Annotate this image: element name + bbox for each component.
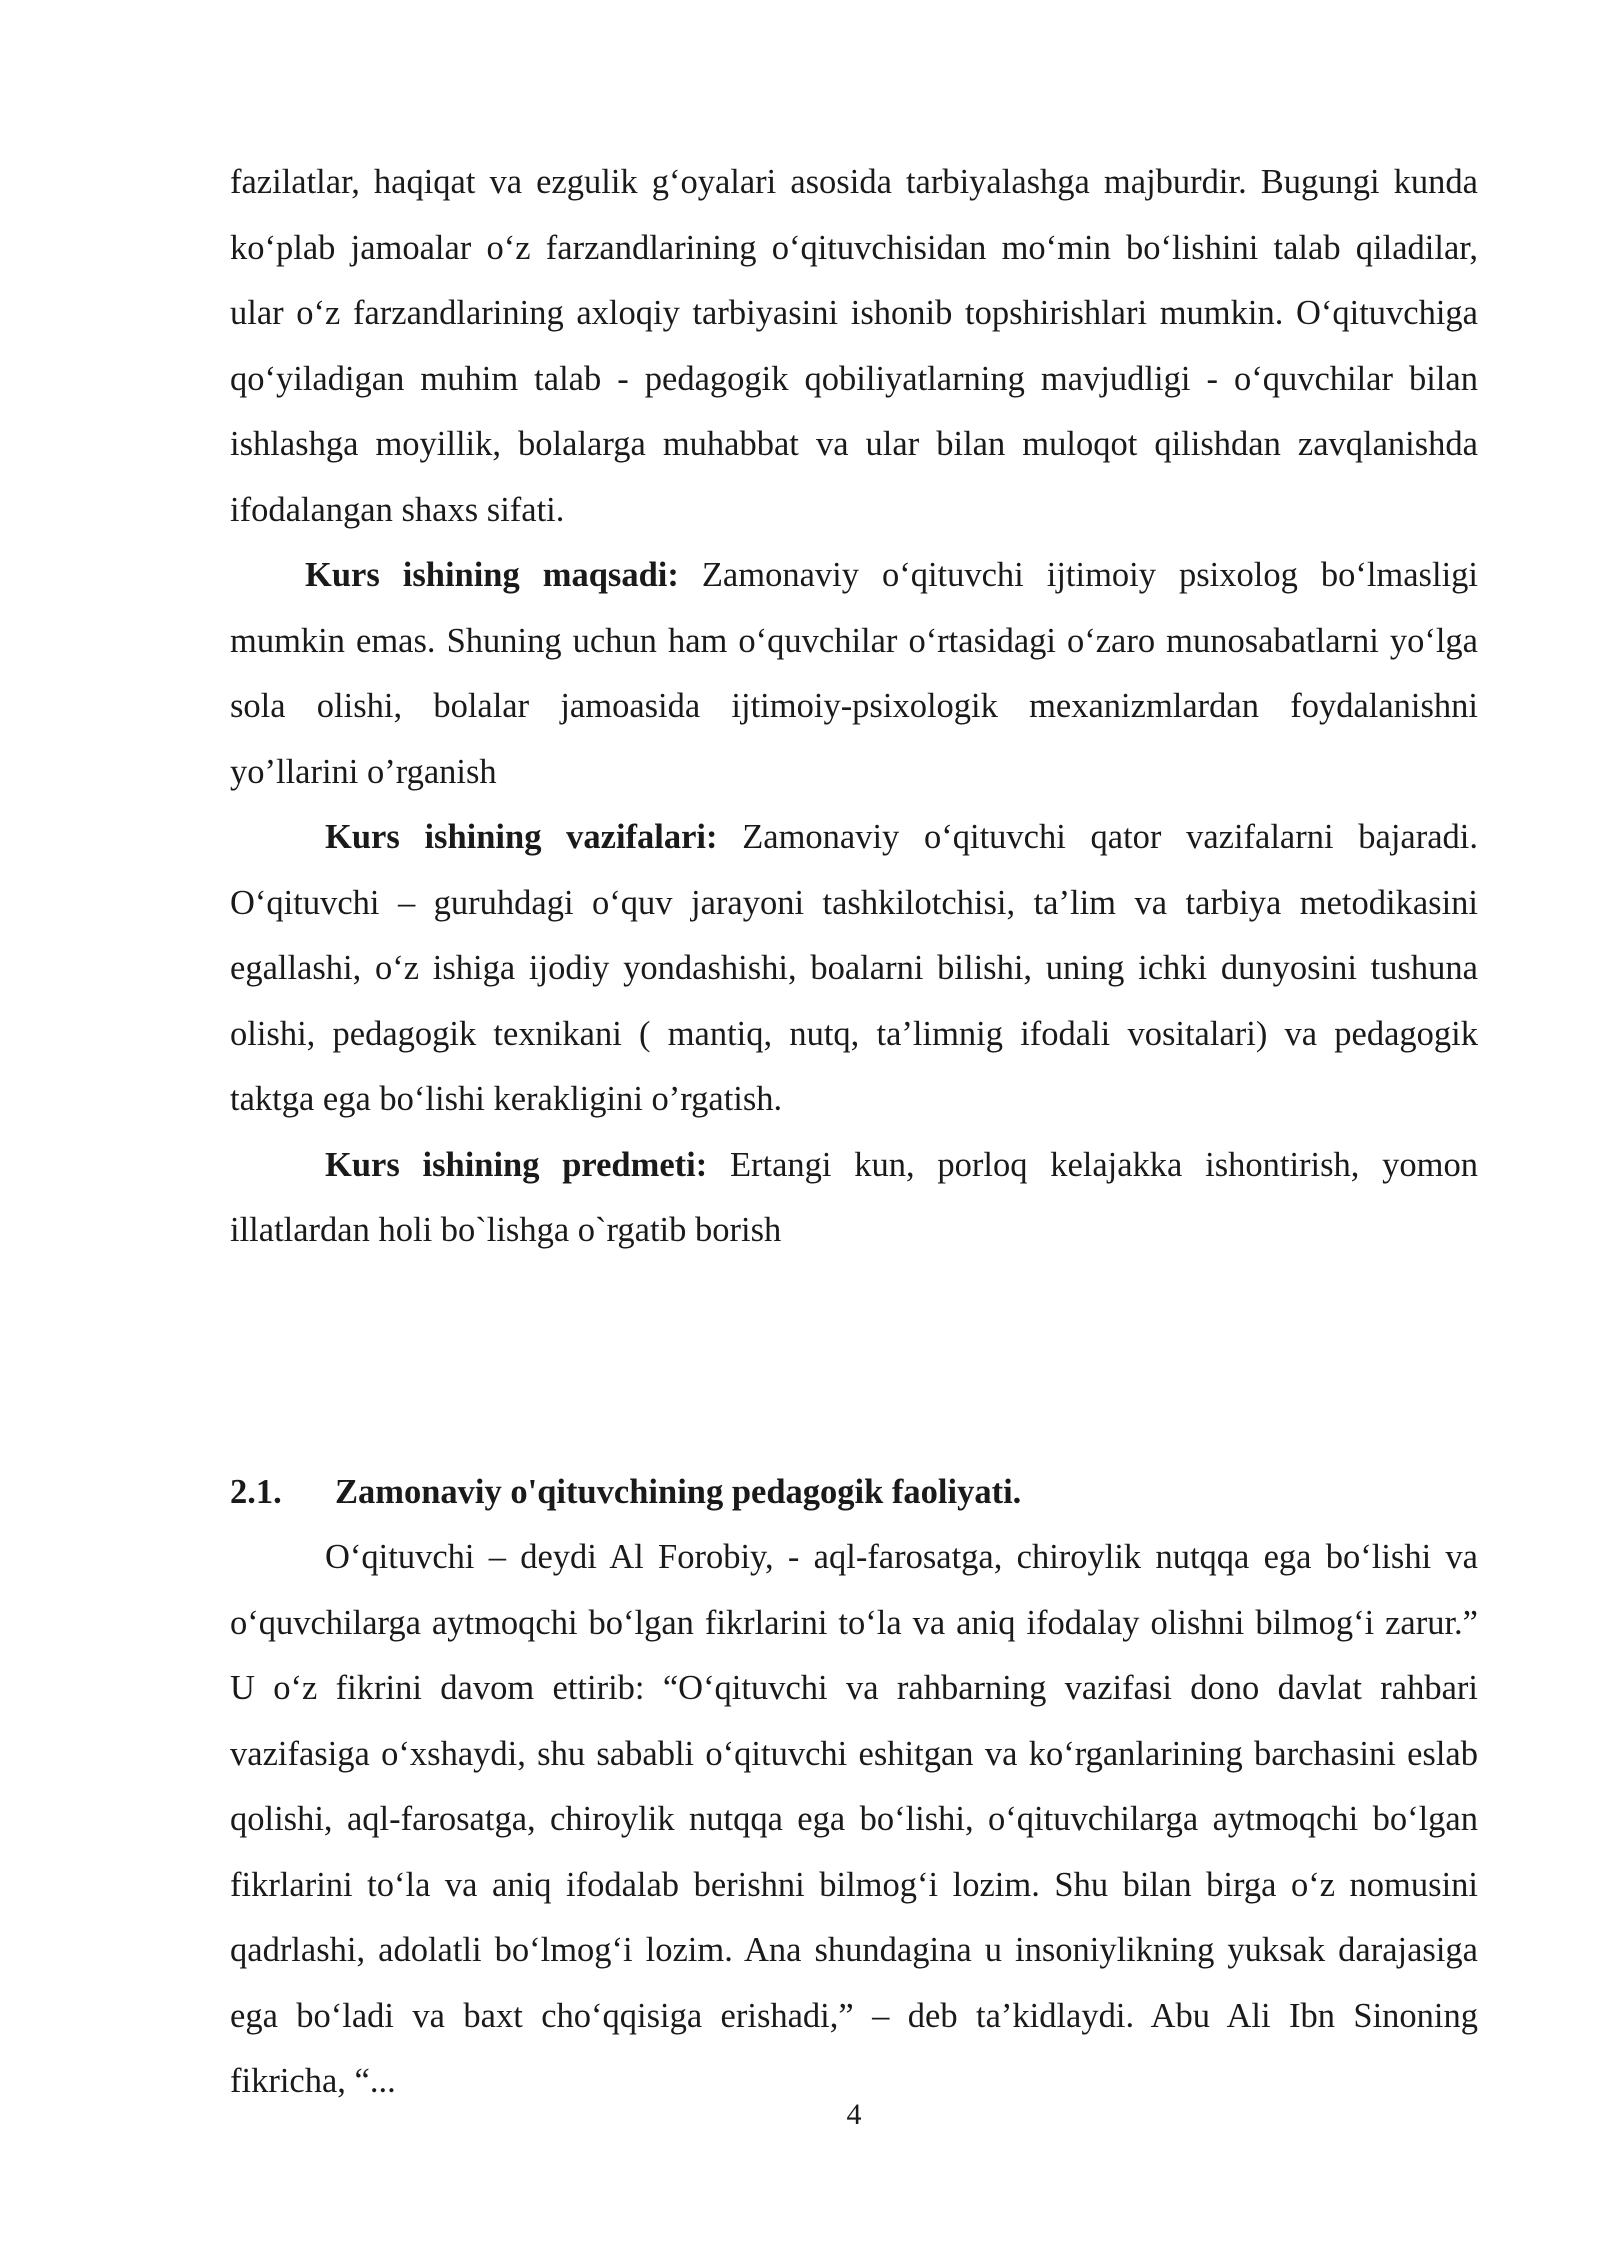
page-number: 4 <box>846 2098 862 2131</box>
section-heading <box>230 1460 1478 1526</box>
section-spacer <box>230 1264 1478 1460</box>
paragraph-intro: fazilatlar, haqiqat va ezgulik g‘oyalari asosida tarbiyalashga majburdir. Bugungi kunda ko‘plab jamoalar o‘z farzandlarining o‘qituvchisidan mo‘min bo‘lishini talab qiladilar, ular o‘z farzandlarining axloqiy tarbiyasini ishonib topshirishlari mumkin. O‘qituvchiga qo‘yiladigan muhim talab - pedagogik qobiliyatlarning mavjudligi - o‘quvchilar bilan ishlashga moyillik, bolalarga muhabbat va ular bilan muloqot qilishdan zavqlanishda ifodalangan shaxs sifati. <box>230 163 1478 529</box>
paragraph-forobiy: O‘qituvchi – deydi Al Forobiy, - aql-farosatga, chiroylik nutqqa ega bo‘lishi va o‘quvchilarga aytmoqchi bo‘lgan fikrlarini to‘la va aniq ifodalay olishni bilmog‘i zarur.” U o‘z fikrini davom ettirib: “O‘qituvchi va rahbarning vazifasi dono davlat rahbari vazifasiga o‘xshaydi, shu sababli o‘qituvchi eshitgan va ko‘rganlarining barchasini eslab qolishi, aql-farosatga, chiroylik nutqqa ega bo‘lishi, o‘qituvchilarga aytmoqchi bo‘lgan fikrlarini to‘la va aniq ifodalab berishni bilmog‘i lozim. Shu bilan birga o‘z nomusini qadrlashi, adolatli bo‘lmog‘i lozim. Ana shundagina u insoniylikning yuksak darajasiga ega bo‘ladi va baxt cho‘qqisiga erishadi,” – deb ta’kidlaydi. Abu Ali Ibn Sinoning fikricha, “... <box>230 1538 1478 2100</box>
paragraph-maqsad <box>230 543 1478 805</box>
paragraph-predmet <box>230 1133 1478 1264</box>
predmet-text: Ertangi kun, porloq kelajakka ishontirish, yomon illatlardan holi bo`lishga o`rgatib borish <box>230 1145 1478 1249</box>
maqsad-label: Kurs ishining maqsadi: <box>305 556 679 594</box>
maqsad-text: Zamonaviy o‘qituvchi ijtimoiy psixolog bo‘lmasligi mumkin emas. Shuning uchun ham o‘quvchilar o‘rtasidagi o‘zaro munosabatlarni yo‘lga sola olishi, bolalar jamoasida ijtimoiy-psixologik mexanizmlardan foydalanishni yo’llarini o’rganish <box>230 556 1478 791</box>
section-title: Zamonaviy o'qituvchining pedagogik faoliyati. <box>335 1472 1022 1511</box>
predmet-label: Kurs ishining predmeti: <box>325 1145 708 1184</box>
document-page <box>230 150 1478 2115</box>
vazifa-label: Kurs ishining vazifalari: <box>325 818 718 856</box>
paragraph-vazifa <box>230 805 1478 1133</box>
vazifa-text: Zamonaviy o‘qituvchi qator vazifalarni bajaradi. O‘qituvchi – guruhdagi o‘quv jarayoni tashkilotchisi, ta’lim va tarbiya metodikasini egallashi, o‘z ishiga ijodiy yondashishi, boalarni bilishi, uning ichki dunyosini tushuna olishi, pedagogik texnikani ( mantiq, nutq, ta’limnig ifodali vositalari) va pedagogik taktga ega bo‘lishi kerakligini o’rgatish. <box>230 818 1478 1118</box>
section-number: 2.1. <box>230 1472 282 1511</box>
